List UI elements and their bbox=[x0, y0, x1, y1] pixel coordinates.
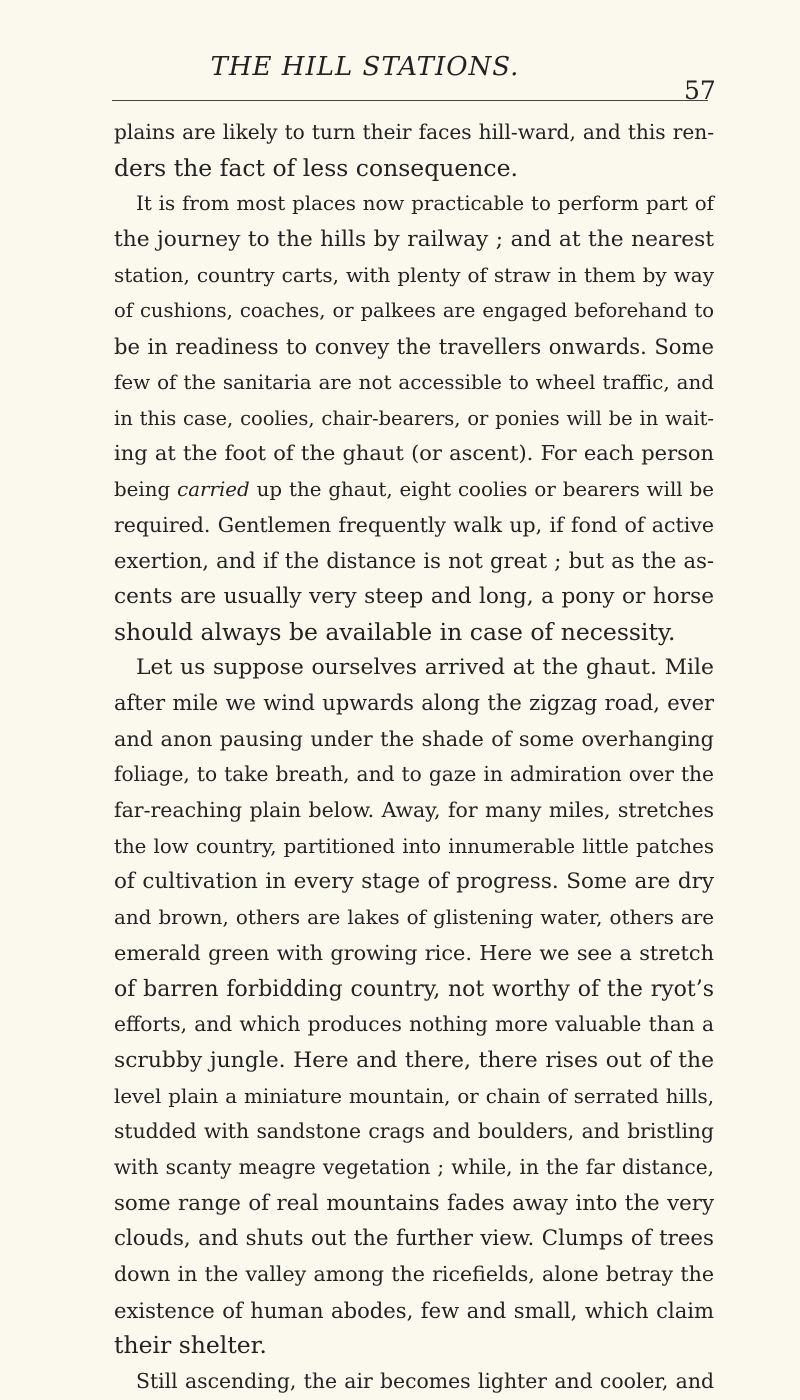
text-line: some range of real mountains fades away into the very bbox=[114, 1190, 714, 1216]
text-line: far-reaching plain below. Away, for many miles, stretches bbox=[114, 798, 714, 823]
body-text bbox=[114, 115, 714, 1400]
text-line: scrubby jungle. Here and there, there rises out of the bbox=[114, 1047, 714, 1073]
text-line: ders the fact of less consequence. bbox=[114, 153, 518, 182]
text-line: required. Gentlemen frequently walk up, if fond of active bbox=[114, 512, 714, 537]
text-line: studded with sandstone crags and boulders, and bristling bbox=[114, 1119, 714, 1144]
text-line: with scanty meagre vegetation ; while, in the far distance, bbox=[114, 1154, 714, 1179]
text-line bbox=[114, 472, 714, 508]
text-line: the low country, partitioned into innumerable little patches bbox=[114, 834, 714, 858]
text-line: level plain a miniature mountain, or chain of serrated hills, bbox=[114, 1084, 714, 1108]
text-line: emerald green with growing rice. Here we see a stretch bbox=[114, 940, 714, 965]
header-rule bbox=[112, 100, 708, 101]
text-line: be in readiness to convey the travellers onwards. Some bbox=[114, 334, 714, 360]
text-line: foliage, to take breath, and to gaze in admiration over the bbox=[114, 762, 714, 787]
paragraph-start-line: It is from most places now practicable to perform part of bbox=[136, 192, 714, 216]
text-line: efforts, and which produces nothing more valuable than a bbox=[114, 1012, 714, 1037]
text-line: of cushions, coaches, or palkees are engaged beforehand to bbox=[114, 299, 714, 323]
text-line: clouds, and shuts out the further view. Clumps of trees bbox=[114, 1226, 714, 1252]
text-line: station, country carts, with plenty of straw in them by way bbox=[114, 262, 714, 287]
text-line: and anon pausing under the shade of some overhanging bbox=[114, 726, 714, 751]
text-line: should always be available in case of necessity. bbox=[114, 617, 676, 646]
text-line: and brown, others are lakes of glistening water, others are bbox=[114, 906, 714, 930]
page-header bbox=[0, 50, 800, 105]
page-number: 57 bbox=[684, 76, 716, 105]
text-line: the journey to the hills by railway ; and at the nearest bbox=[114, 227, 714, 253]
text-line: of barren forbidding country, not worthy of the ryot’s bbox=[114, 976, 714, 1002]
italic-emphasis: carried bbox=[177, 477, 250, 501]
text-line: after mile we wind upwards along the zigzag road, ever bbox=[114, 691, 714, 715]
text-line: exertion, and if the distance is not great ; but as the as- bbox=[114, 548, 714, 574]
running-title: THE HILL STATIONS. bbox=[210, 52, 520, 82]
text-line: down in the valley among the ricefields, alone betray the bbox=[114, 1262, 714, 1286]
text-segment: up the ghaut, eight coolies or bearers will be bbox=[249, 477, 714, 501]
text-line: ing at the foot of the ghaut (or ascent). For each person bbox=[114, 441, 714, 466]
text-line: in this case, coolies, chair-bearers, or ponies will be in wait- bbox=[114, 406, 714, 430]
text-line: cents are usually very steep and long, a pony or horse bbox=[114, 583, 714, 609]
text-line: their shelter. bbox=[114, 1331, 267, 1360]
text-line: plains are likely to turn their faces hill-ward, and this ren- bbox=[114, 120, 714, 144]
text-line: of cultivation in every stage of progress. Some are dry bbox=[114, 869, 714, 895]
text-line: few of the sanitaria are not accessible to wheel traffic, and bbox=[114, 370, 714, 394]
text-line: existence of human abodes, few and small, which claim bbox=[114, 1297, 714, 1323]
paragraph-start-line: Still ascending, the air becomes lighter and cooler, and bbox=[136, 1369, 714, 1394]
paragraph-start-line: Let us suppose ourselves arrived at the ghaut. Mile bbox=[136, 655, 714, 681]
text-segment: being bbox=[114, 477, 178, 501]
